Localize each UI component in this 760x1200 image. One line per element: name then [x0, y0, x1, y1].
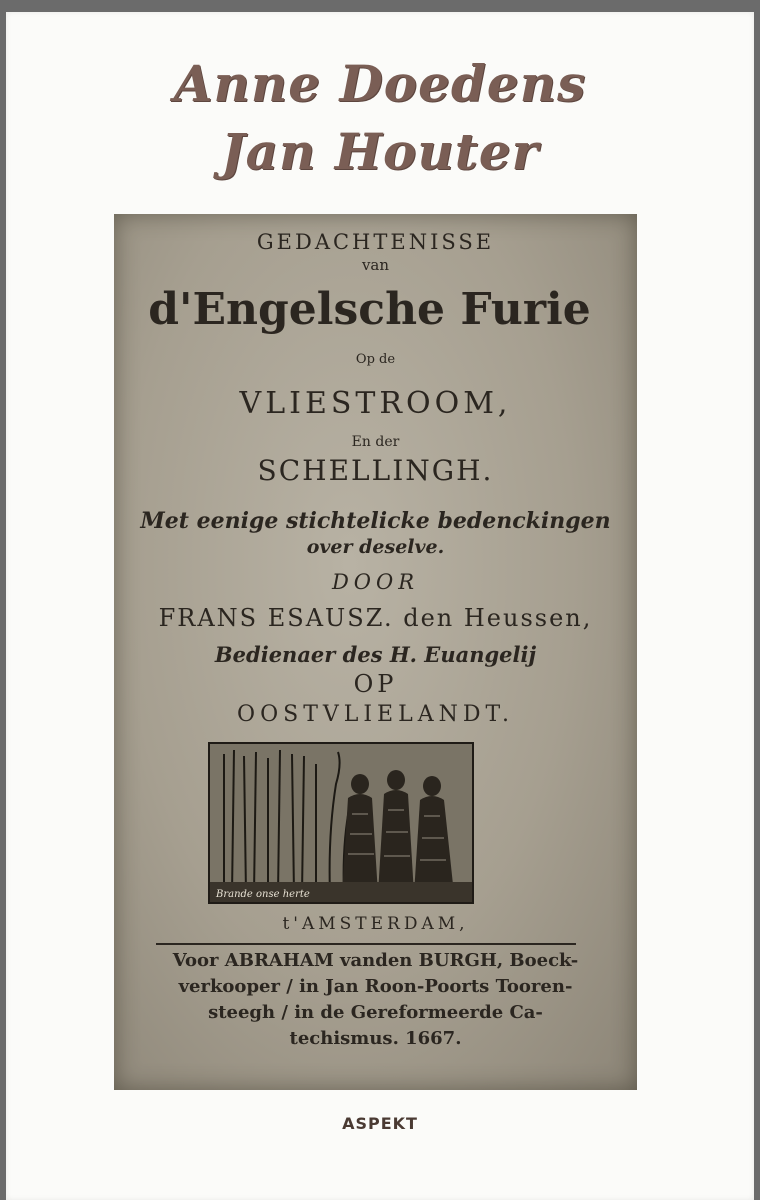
publisher-name: ASPEKT [342, 1114, 418, 1133]
title-page-photo [114, 214, 637, 1090]
title-line-van: van [361, 256, 390, 274]
title-line-vliestroom: VLIESTROOM, [239, 386, 512, 421]
imprint-city: t'AMSTERDAM, [282, 914, 469, 934]
title-line-door: DOOR [331, 570, 420, 594]
imprint-line-4: techismus. 1667. [289, 1028, 462, 1049]
woodcut-illustration [208, 742, 474, 904]
woodcut-caption: Brande onse herte [216, 889, 310, 900]
imprint-divider [156, 943, 576, 945]
title-line-op: OP [353, 670, 398, 698]
woodcut-image [210, 744, 472, 902]
title-line-met-eenige: Met eenige stichtelicke bedenckingen [140, 508, 611, 534]
imprint-line-3: steegh / in de Gereformeerde Ca- [208, 1002, 543, 1023]
title-line-bedienaer: Bedienaer des H. Euangelij [214, 642, 537, 667]
author-name-1: Anne Doedens [173, 54, 587, 113]
title-line-gedachtenisse: GEDACHTENISSE [256, 230, 495, 254]
title-line-op-de: Op de [355, 352, 396, 367]
title-line-over-deselve: over deselve. [306, 536, 445, 558]
author-name-2: Jan Houter [220, 122, 539, 181]
title-line-oostvlielandt: OOSTVLIELANDT. [237, 702, 514, 727]
title-line-schellingh: SCHELLINGH. [257, 454, 494, 487]
imprint-line-2: verkooper / in Jan Roon-Poorts Tooren- [178, 976, 573, 997]
title-line-furie: d'Engelsche Furie [148, 284, 591, 335]
title-line-en-der: En der [351, 434, 400, 450]
title-line-author: FRANS ESAUSZ. den Heussen, [158, 604, 593, 632]
imprint-line-1: Voor ABRAHAM vanden BURGH, Boeck- [172, 950, 579, 971]
